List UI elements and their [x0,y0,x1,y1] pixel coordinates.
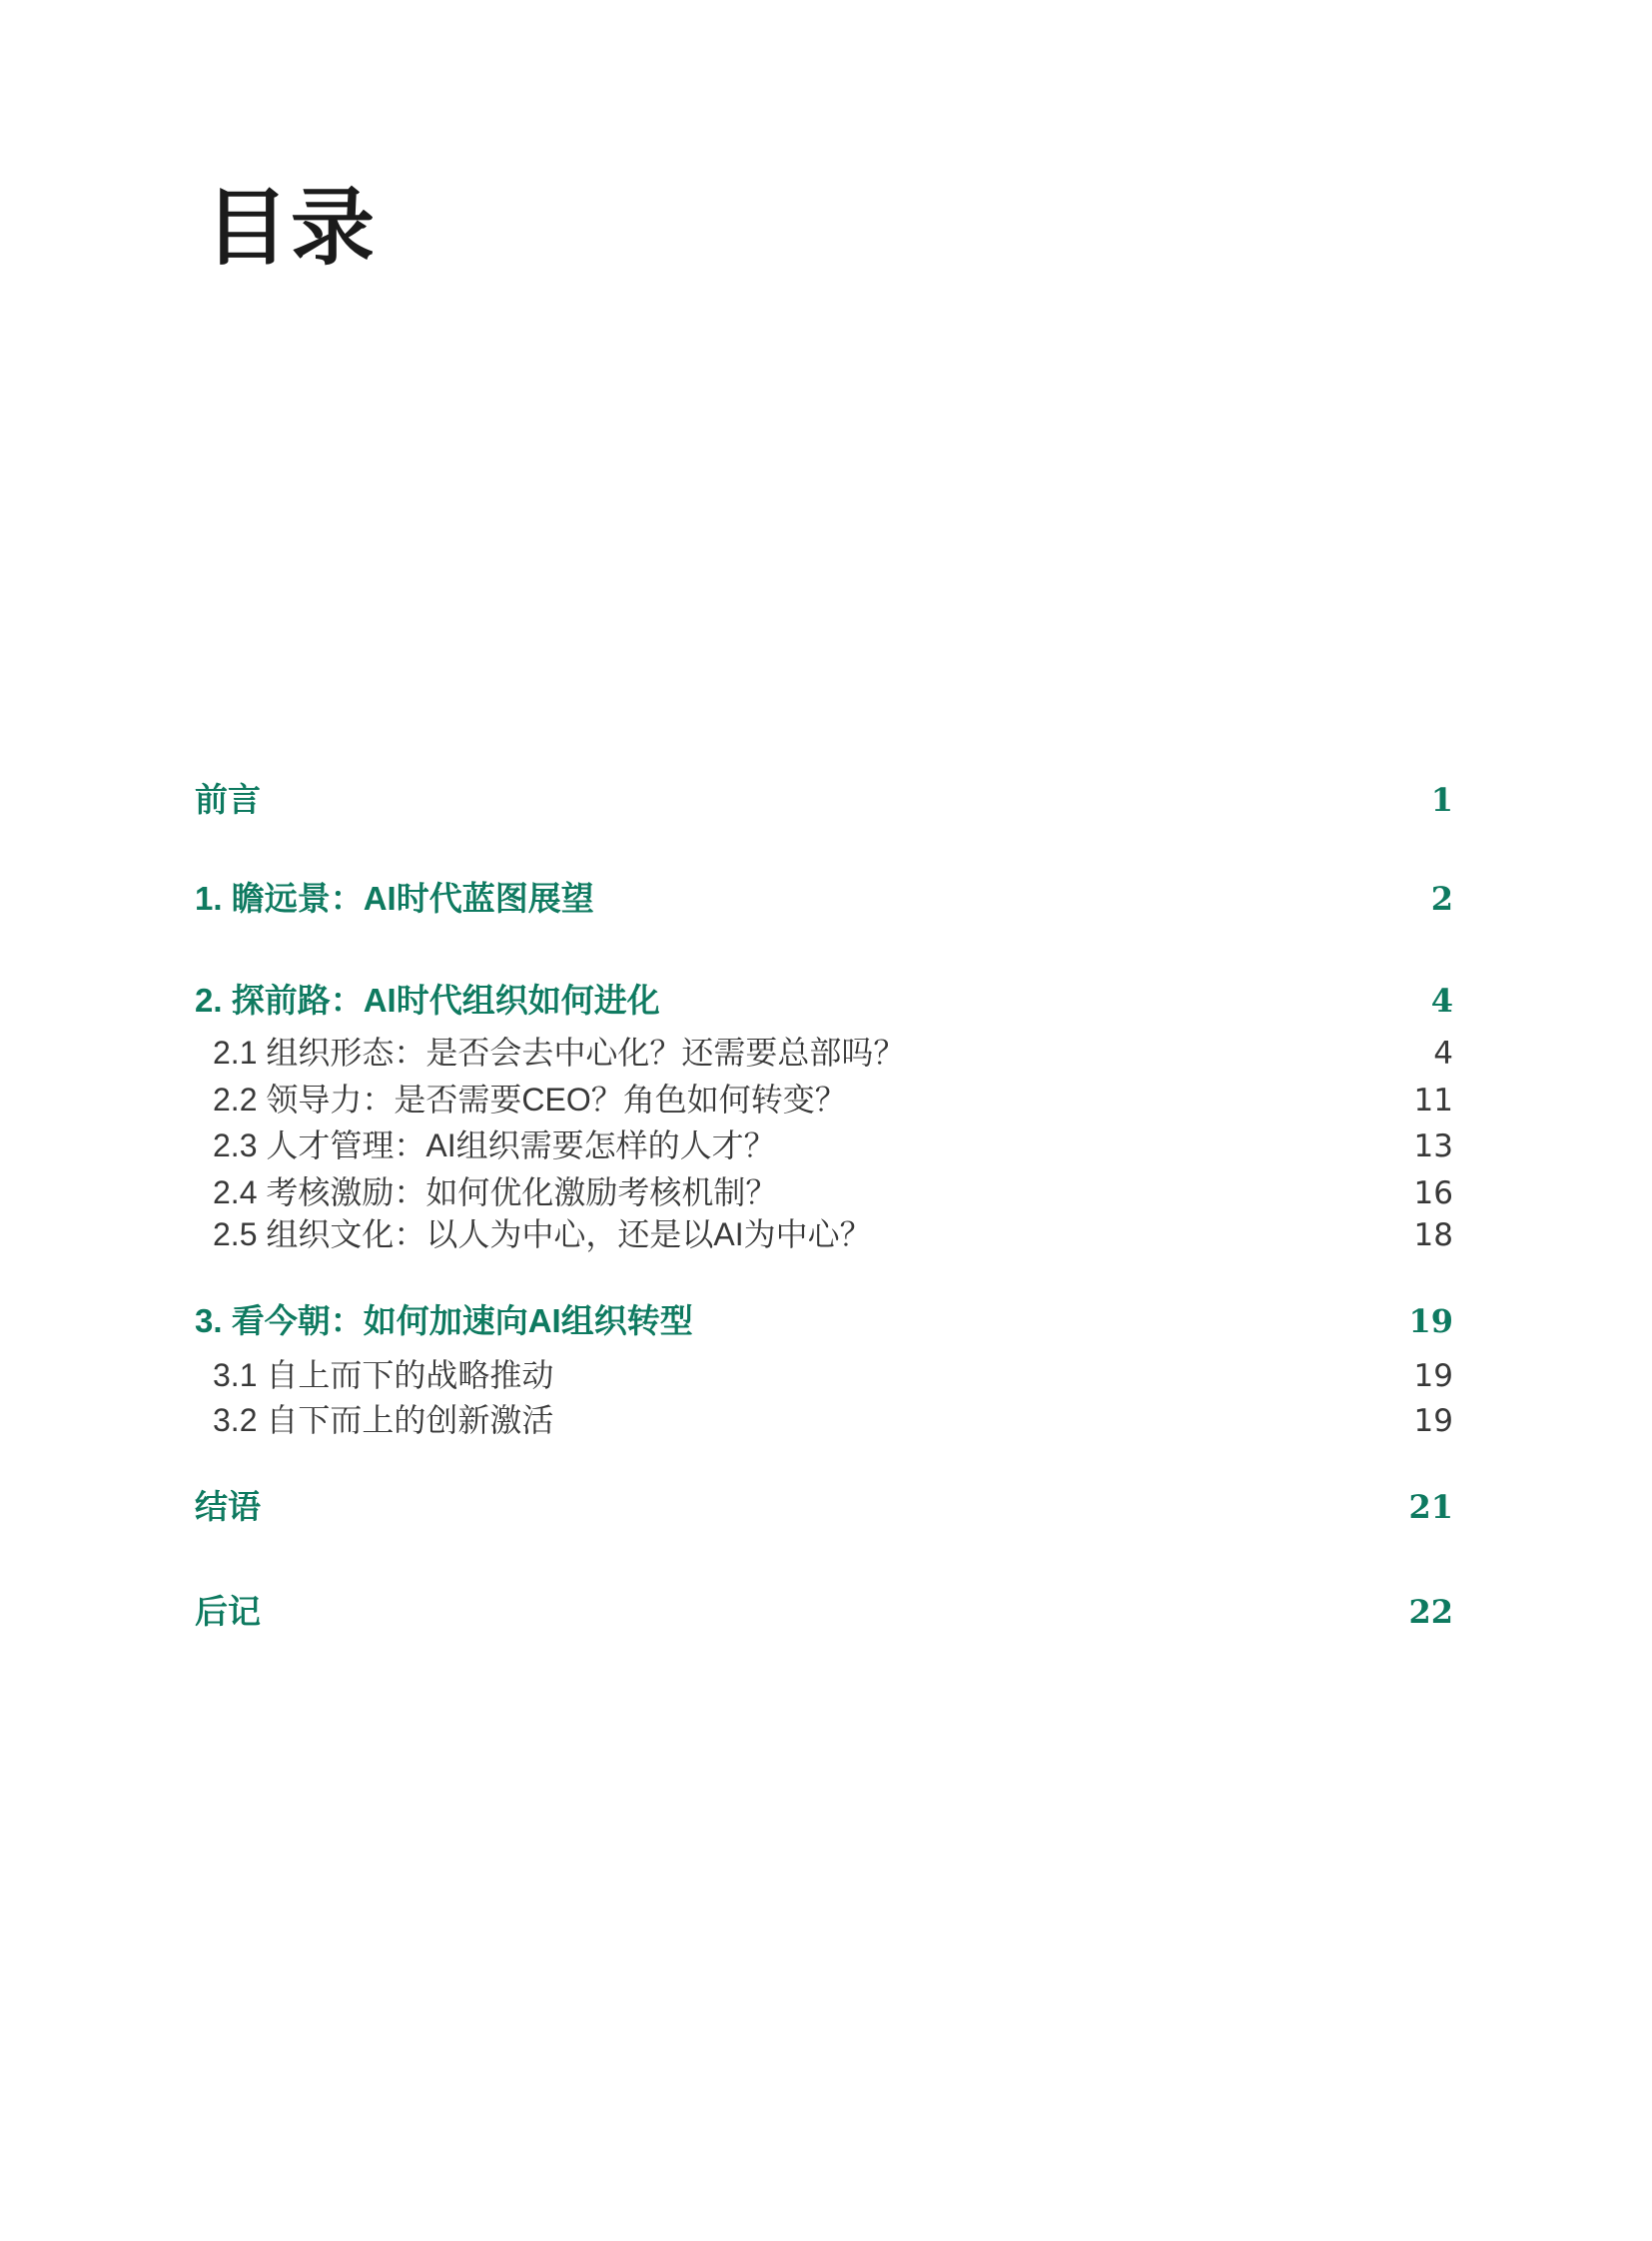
toc-item-page: 21 [1408,1488,1453,1526]
toc-row-section-2-5[interactable] [213,1217,1453,1252]
toc-item-label: 1. 瞻远景：AI时代蓝图展望 [195,880,594,917]
toc-item-label: 后记 [195,1593,261,1630]
toc-item-page: 19 [1408,1302,1453,1340]
toc-item-page: 19 [1413,1358,1453,1394]
toc-row-section-3[interactable] [195,1303,1453,1339]
toc-item-page: 11 [1413,1083,1453,1119]
toc-item-label: 3.1 自上而下的战略推动 [213,1357,554,1393]
toc-item-page: 22 [1408,1593,1453,1631]
toc-item-label: 2. 探前路：AI时代组织如何进化 [195,982,660,1019]
toc-row-section-3-2[interactable] [213,1403,1453,1438]
toc-item-page: 1 [1430,781,1453,819]
toc-row-section-2-3[interactable] [213,1128,1453,1163]
page-title: 目录 [205,178,378,277]
toc-row-section-3-1[interactable] [213,1358,1453,1393]
toc-item-page: 4 [1430,982,1453,1020]
toc-item-label: 2.3 人才管理：AI组织需要怎样的人才？ [213,1127,776,1163]
toc-row-section-2-1[interactable] [213,1036,1453,1071]
toc-item-label: 结语 [195,1488,261,1525]
toc-row-section-1[interactable] [195,881,1453,917]
toc-item-page: 18 [1413,1217,1453,1253]
toc-item-label: 2.5 组织文化：以人为中心，还是以AI为中心？ [213,1216,872,1252]
toc-item-label: 3. 看今朝：如何加速向AI组织转型 [195,1302,693,1339]
toc-row-section-2-2[interactable] [213,1083,1453,1118]
toc-item-page: 13 [1413,1128,1453,1164]
toc-item-label: 2.4 考核激励：如何优化激励考核机制？ [213,1174,778,1210]
toc-row-conclusion[interactable] [195,1489,1453,1525]
toc-row-section-2[interactable] [195,983,1453,1019]
toc-item-label: 2.1 组织形态：是否会去中心化？还需要总部吗？ [213,1035,906,1071]
toc-item-page: 4 [1433,1036,1453,1072]
toc-item-page: 16 [1413,1175,1453,1211]
toc-item-label: 2.2 领导力：是否需要CEO？角色如何转变？ [213,1082,847,1118]
toc-row-postscript[interactable] [195,1594,1453,1630]
toc-row-foreword[interactable] [195,782,1453,818]
toc-item-page: 19 [1413,1403,1453,1439]
toc-item-label: 3.2 自下而上的创新激活 [213,1402,554,1438]
toc-item-label: 前言 [195,781,261,818]
toc-item-page: 2 [1430,880,1453,918]
toc-row-section-2-4[interactable] [213,1175,1453,1210]
